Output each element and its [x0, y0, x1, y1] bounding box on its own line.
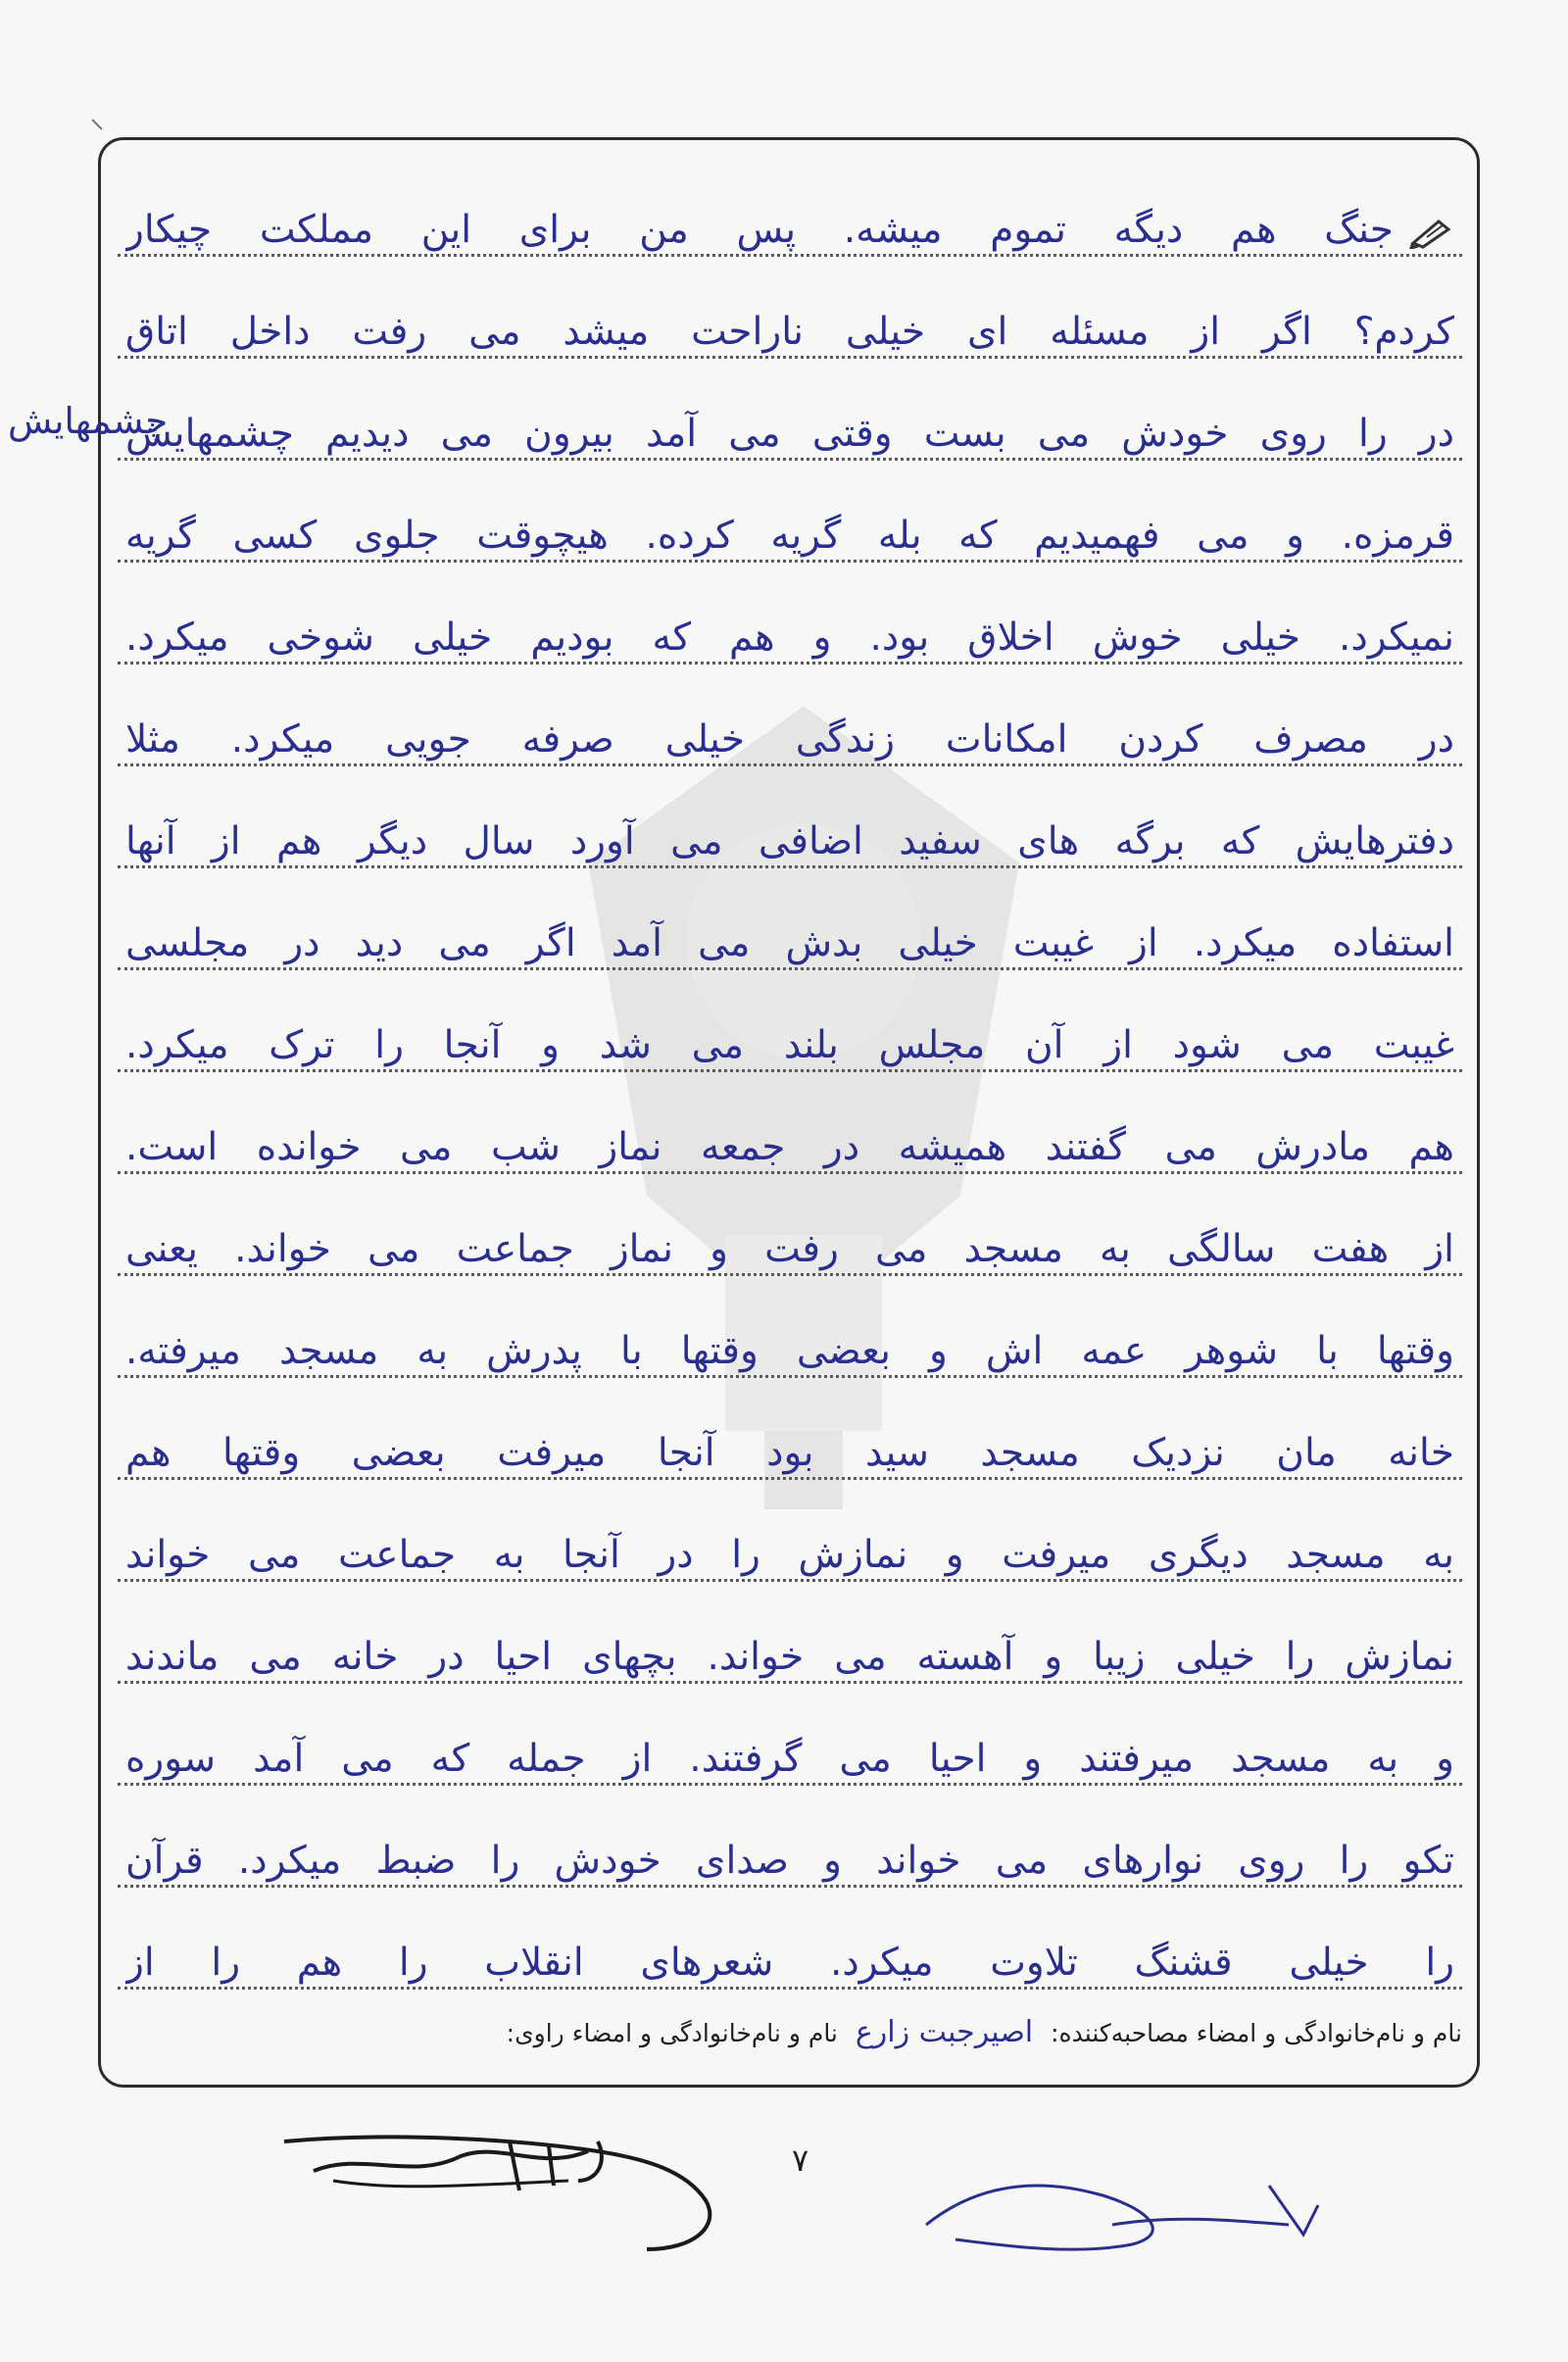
line-text: تکو را روی نوارهای می خواند و صدای خودش را ضبط میکرد. قرآن — [125, 1839, 1454, 1883]
text-line — [118, 470, 1462, 572]
dotted-rule — [118, 1477, 1462, 1480]
interviewer-name: اصیرجبت زارع — [855, 2015, 1034, 2049]
line-text: خانه مان نزدیک مسجد سید بود آنجا میرفت بعضی وقتها هم — [125, 1431, 1454, 1475]
text-line — [118, 776, 1462, 878]
text-line — [118, 267, 1462, 369]
text-line — [118, 369, 1462, 470]
line-text: کردم؟ اگر از مسئله ای خیلی ناراحت میشد می رفت داخل اتاق — [125, 310, 1454, 354]
text-line — [118, 1082, 1462, 1184]
text-line — [118, 1694, 1462, 1796]
text-line — [118, 1388, 1462, 1490]
text-line — [118, 1490, 1462, 1592]
dotted-rule — [118, 1171, 1462, 1174]
text-line — [118, 165, 1462, 267]
dotted-rule — [118, 1681, 1462, 1684]
text-line — [118, 1286, 1462, 1388]
line-text: هم مادرش می گفتند همیشه در جمعه نماز شب می خوانده است. — [125, 1125, 1454, 1169]
dotted-rule — [118, 1987, 1462, 1990]
line-text: را خیلی قشنگ تلاوت میکرد. شعرهای انقلاب را هم را از — [125, 1941, 1454, 1985]
dotted-rule — [118, 1579, 1462, 1582]
dotted-rule — [118, 1885, 1462, 1888]
dotted-rule — [118, 458, 1462, 461]
dotted-rule — [118, 1069, 1462, 1072]
line-text: از هفت سالگی به مسجد می رفت و نماز جماعت می خواند. یعنی — [125, 1227, 1454, 1271]
line-text: به مسجد دیگری میرفت و نمازش را در آنجا به جماعت می خواند — [125, 1533, 1454, 1577]
corner-mark-icon — [90, 118, 104, 131]
text-line — [118, 674, 1462, 776]
narrator-signature — [916, 2146, 1328, 2254]
line-text: در را روی خودش می بست وقتی می آمد بیرون می دیدیم چشمهایش — [125, 412, 1454, 456]
narrator-label: نام و نام‌خانوادگی و امضاء راوی: — [506, 2019, 838, 2047]
text-line — [118, 572, 1462, 674]
dotted-rule — [118, 1375, 1462, 1378]
line-text: غیبت می شود از آن مجلس بلند می شد و آنجا را ترک میکرد. — [125, 1023, 1454, 1067]
line-text: وقتها با شوهر عمه اش و بعضی وقتها با پدرش به مسجد میرفته. — [125, 1329, 1454, 1373]
line-text: نمیکرد. خیلی خوش اخلاق بود. و هم که بودیم خیلی شوخی میکرد. — [125, 615, 1454, 660]
handwritten-body — [118, 165, 1462, 1999]
dotted-rule — [118, 1783, 1462, 1786]
dotted-rule — [118, 356, 1462, 359]
page-number: ۷ — [792, 2141, 809, 2179]
line-text: جنگ هم دیگه تموم میشه. پس من برای این مملکت چیکار — [125, 208, 1394, 252]
dotted-rule — [118, 254, 1462, 257]
line-text: نمازش را خیلی زیبا و آهسته می خواند. بچهای احیا در خانه می ماندند — [125, 1635, 1454, 1679]
dotted-rule — [118, 560, 1462, 563]
line-text: استفاده میکرد. از غیبت خیلی بدش می آمد اگر می دید در مجلسی — [125, 921, 1454, 965]
pen-writing-icon — [1409, 216, 1454, 249]
text-line — [118, 1796, 1462, 1897]
line-text: دفترهایش که برگه های سفید اضافی می آورد سال دیگر هم از آنها — [125, 819, 1454, 863]
line-text: در مصرف کردن امکانات زندگی خیلی صرفه جویی میکرد. مثلا — [125, 717, 1454, 762]
text-line — [118, 1592, 1462, 1694]
margin-note: چشمهایش — [8, 400, 169, 442]
text-line — [118, 980, 1462, 1082]
interviewer-signature — [274, 2112, 735, 2259]
dotted-rule — [118, 1273, 1462, 1276]
line-text: قرمزه. و می فهمیدیم که بله گریه کرده. هیچوقت جلوی کسی گریه — [125, 514, 1454, 558]
text-line — [118, 1897, 1462, 1999]
signature-footer — [118, 2015, 1462, 2049]
dotted-rule — [118, 763, 1462, 766]
dotted-rule — [118, 967, 1462, 970]
text-line — [118, 1184, 1462, 1286]
interviewer-label: نام و نام‌خانوادگی و امضاء مصاحبه‌کننده: — [1051, 2019, 1462, 2047]
line-text: و به مسجد میرفتند و احیا می گرفتند. از جمله که می آمد سوره — [125, 1737, 1454, 1781]
text-line — [118, 878, 1462, 980]
dotted-rule — [118, 865, 1462, 868]
dotted-rule — [118, 662, 1462, 664]
